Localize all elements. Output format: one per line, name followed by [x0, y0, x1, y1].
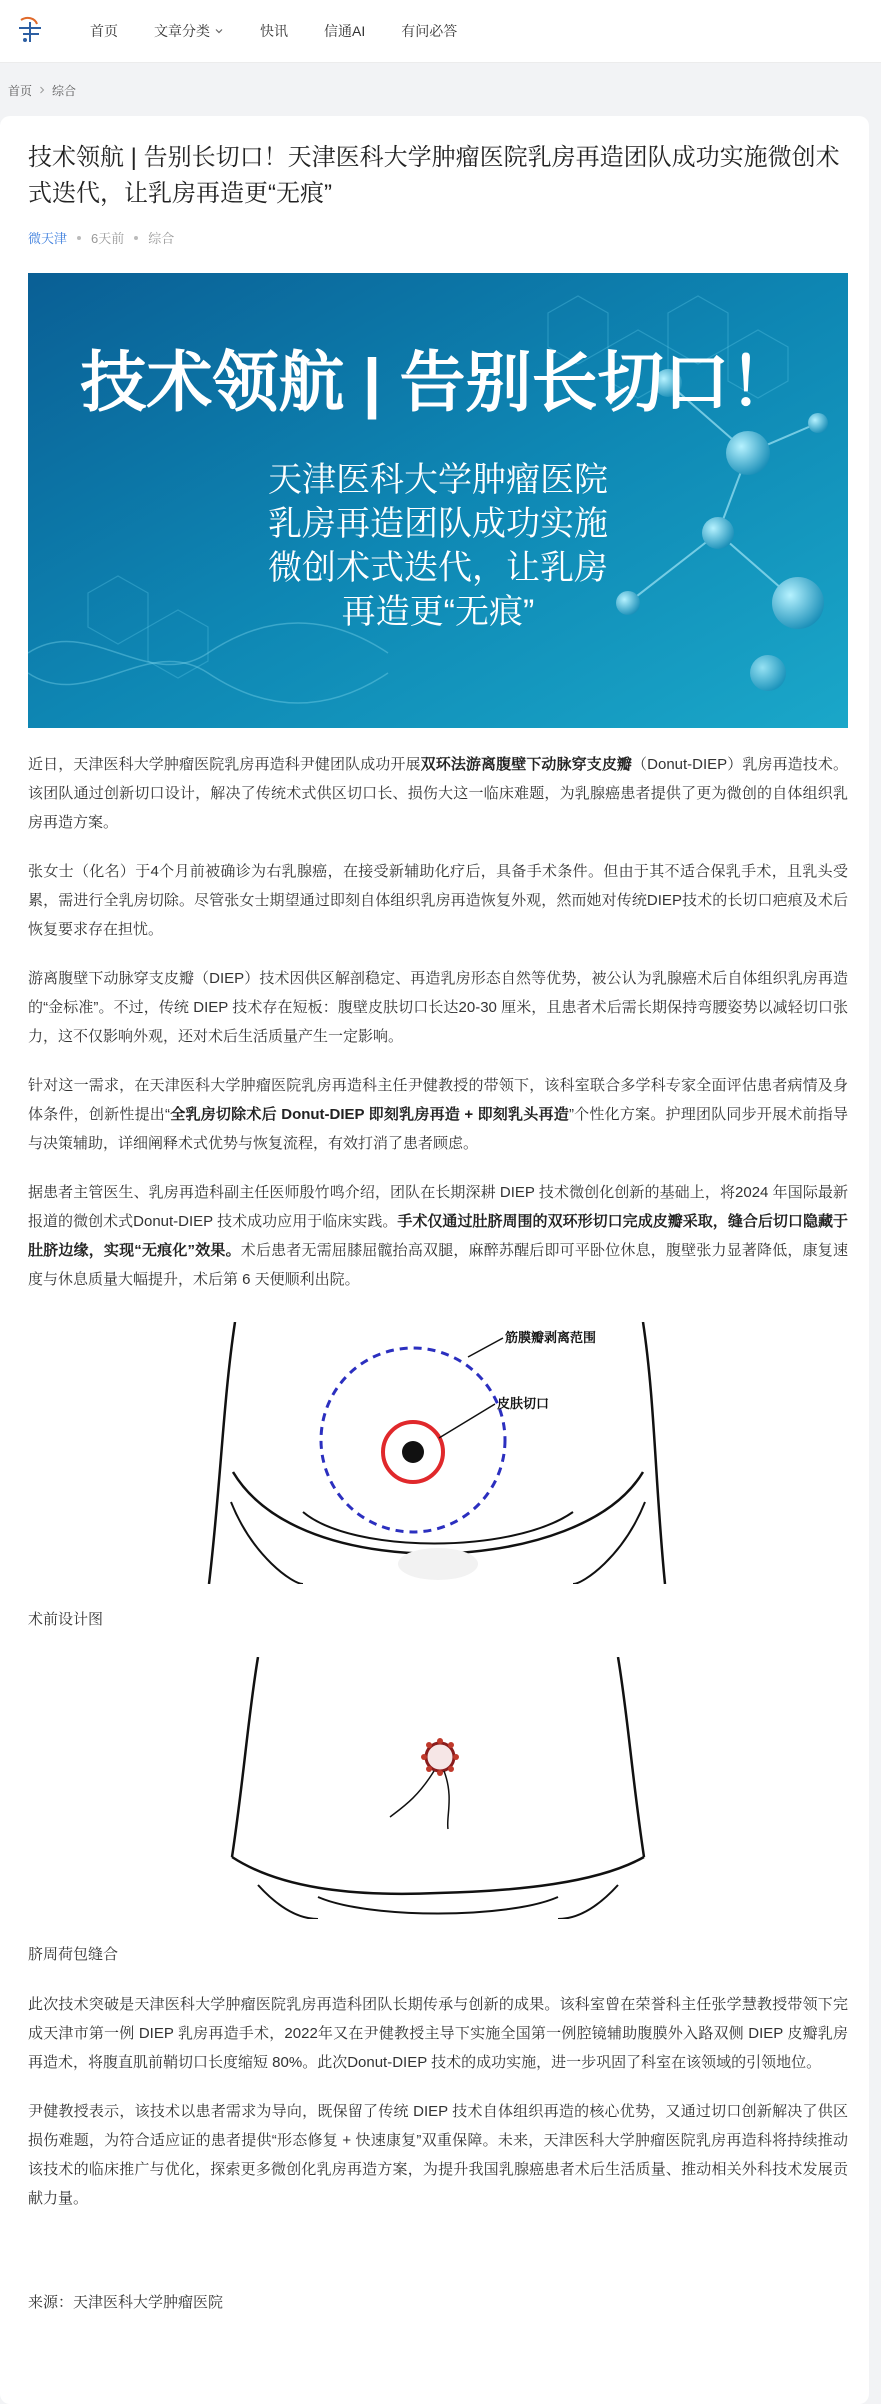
article-title: 技术领航 | 告别长切口！天津医科大学肿瘤医院乳房再造团队成功实施微创术式迭代，让乳房再造更“无痕” — [28, 144, 840, 207]
paragraph-3: 游离腹壁下动脉穿支皮瓣（DIEP）技术因供区解剖稳定、再造乳房形态自然等优势，被公认为乳腺癌术后自体组织乳房再造的“金标准”。不过，传统 DIEP 技术存在短板：腹壁皮肤切口长达20-30 厘米，且患者术后需长期保持弯腰姿势以减轻切口张力，这不仅影响外观，还对术后生活质量产生一定影响。 — [28, 970, 848, 1045]
figure-caption: 脐周荷包缝合 — [28, 1946, 119, 1963]
article-source: 来源：天津医科大学肿瘤医院 — [28, 2294, 224, 2311]
article-card — [0, 116, 869, 2404]
breadcrumb — [0, 63, 881, 117]
nav-flash-news[interactable]: 快讯 — [260, 23, 288, 39]
banner-image — [28, 273, 848, 728]
author-link[interactable]: 微天津 — [28, 231, 68, 246]
publish-time: 6天前 — [91, 231, 125, 246]
banner-line: 天津医科大学肿瘤医院 — [268, 461, 608, 499]
figure-preop-design — [28, 1322, 848, 1584]
bold-text: 双环法游离腹壁下动脉穿支皮瓣 — [420, 756, 633, 773]
banner-line: 乳房再造团队成功实施 — [268, 505, 608, 543]
banner-headline: 技术领航 | 告别长切口！ — [80, 345, 796, 419]
nav-xintong-ai[interactable]: 信通AI — [324, 23, 366, 39]
paragraph-4: 针对这一需求，在天津医科大学肿瘤医院乳房再造科主任尹健教授的带领下，该科室联合多学科专家全面评估患者病情及身体条件，创新性提出“全乳房切除术后 Donut-DIEP 即刻乳房再造 + 即刻乳头再造”个性化方案。护理团队同步开展术前指导与决策辅助，详细阐释术式优势与恢复流程，有效打消了患者顾虑。 — [28, 1077, 848, 1152]
meta-separator — [77, 236, 81, 240]
paragraph-6: 此次技术突破是天津医科大学肿瘤医院乳房再造科团队长期传承与创新的成果。该科室曾在荣誉科主任张学慧教授带领下完成天津市第一例 DIEP 乳房再造手术，2022年又在尹健教授主导下实施全国第一例腔镜辅助腹膜外入路双侧 DIEP 皮瓣乳房再造术，将腹直肌前鞘切口长度缩短 80%。此次Donut-DIEP 技术的成功实施，进一步巩固了科室在该领域的引领地位。 — [28, 1996, 848, 2071]
paragraph-1: 近日，天津医科大学肿瘤医院乳房再造科尹健团队成功开展双环法游离腹壁下动脉穿支皮瓣（Donut-DIEP）乳房再造技术。该团队通过创新切口设计，解决了传统术式供区切口长、损伤大这一临床难题，为乳腺癌患者提供了更为微创的自体组织乳房再造方案。 — [28, 756, 848, 831]
top-navbar — [0, 0, 881, 63]
nav-article-category[interactable]: 文章分类 — [154, 21, 224, 41]
banner-line: 再造更“无痕” — [341, 593, 535, 631]
banner-line: 微创术式迭代，让乳房 — [268, 549, 608, 587]
figure-caption: 术前设计图 — [28, 1611, 104, 1628]
chevron-down-icon — [214, 26, 224, 36]
meta-separator — [134, 236, 138, 240]
label-skin-incision: 皮肤切口 — [497, 1396, 550, 1411]
navel-dot — [402, 1441, 424, 1463]
article-meta — [28, 228, 848, 247]
breadcrumb-home[interactable]: 首页 — [8, 83, 33, 98]
paragraph-5: 据患者主管医生、乳房再造科副主任医师殷竹鸣介绍，团队在长期深耕 DIEP 技术微创化创新的基础上，将2024 年国际最新报道的微创术式Donut-DIEP 技术成功应用于临床实践。手术仅通过肚脐周围的双环形切口完成皮瓣采取，缝合后切口隐藏于肚脐边缘，实现“无痕化”效果。术后患者无需屈膝屈髋抬高双腿，麻醉苏醒后即可平卧位休息，腹壁张力显著降低，康复速度与休息质量大幅提升，术后第 6 天便顺利出院。 — [28, 1184, 848, 1288]
article-category: 综合 — [148, 231, 175, 246]
logo-icon — [13, 14, 47, 48]
breadcrumb-current[interactable]: 综合 — [52, 83, 77, 98]
suture-diagram — [218, 1657, 658, 1919]
paragraph-2: 张女士（化名）于4个月前被确诊为右乳腺癌，在接受新辅助化疗后，具备手术条件。但由于其不适合保乳手术，且乳头受累，需进行全乳房切除。尽管张女士期望通过即刻自体组织乳房再造恢复外观，然而她对传统DIEP技术的长切口疤痕及术后恢复要求存在担忧。 — [28, 863, 848, 938]
paragraph-7: 尹健教授表示，该技术以患者需求为导向，既保留了传统 DIEP 技术自体组织再造的核心优势，又通过切口创新解决了供区损伤难题，为符合适应证的患者提供“形态修复 + 快速康复”双重保障。未来，天津医科大学肿瘤医院乳房再造科将持续推动该技术的临床推广与优化，探索更多微创化乳房再造方案，为提升我国乳腺癌患者术后生活质量、推动相关外科技术发展贡献力量。 — [28, 2103, 848, 2207]
nav-home[interactable]: 首页 — [90, 23, 118, 39]
main-nav — [90, 21, 493, 41]
site-logo[interactable] — [10, 11, 50, 51]
nav-qa[interactable]: 有问必答 — [401, 23, 458, 39]
label-fascia-range: 筋膜瓣剥离范围 — [505, 1330, 597, 1345]
preop-design-diagram — [203, 1322, 673, 1584]
figure-purse-string-suture — [28, 1657, 848, 1919]
bold-text: 手术仅通过肚脐周围的双环形切口完成皮瓣采取，缝合后切口隐藏于肚脐边缘，实现“无痕化”效果。 — [28, 1213, 848, 1259]
chevron-right-icon — [38, 86, 46, 94]
bold-text: 全乳房切除术后 Donut-DIEP 即刻乳房再造 + 即刻乳头再造 — [170, 1106, 569, 1123]
